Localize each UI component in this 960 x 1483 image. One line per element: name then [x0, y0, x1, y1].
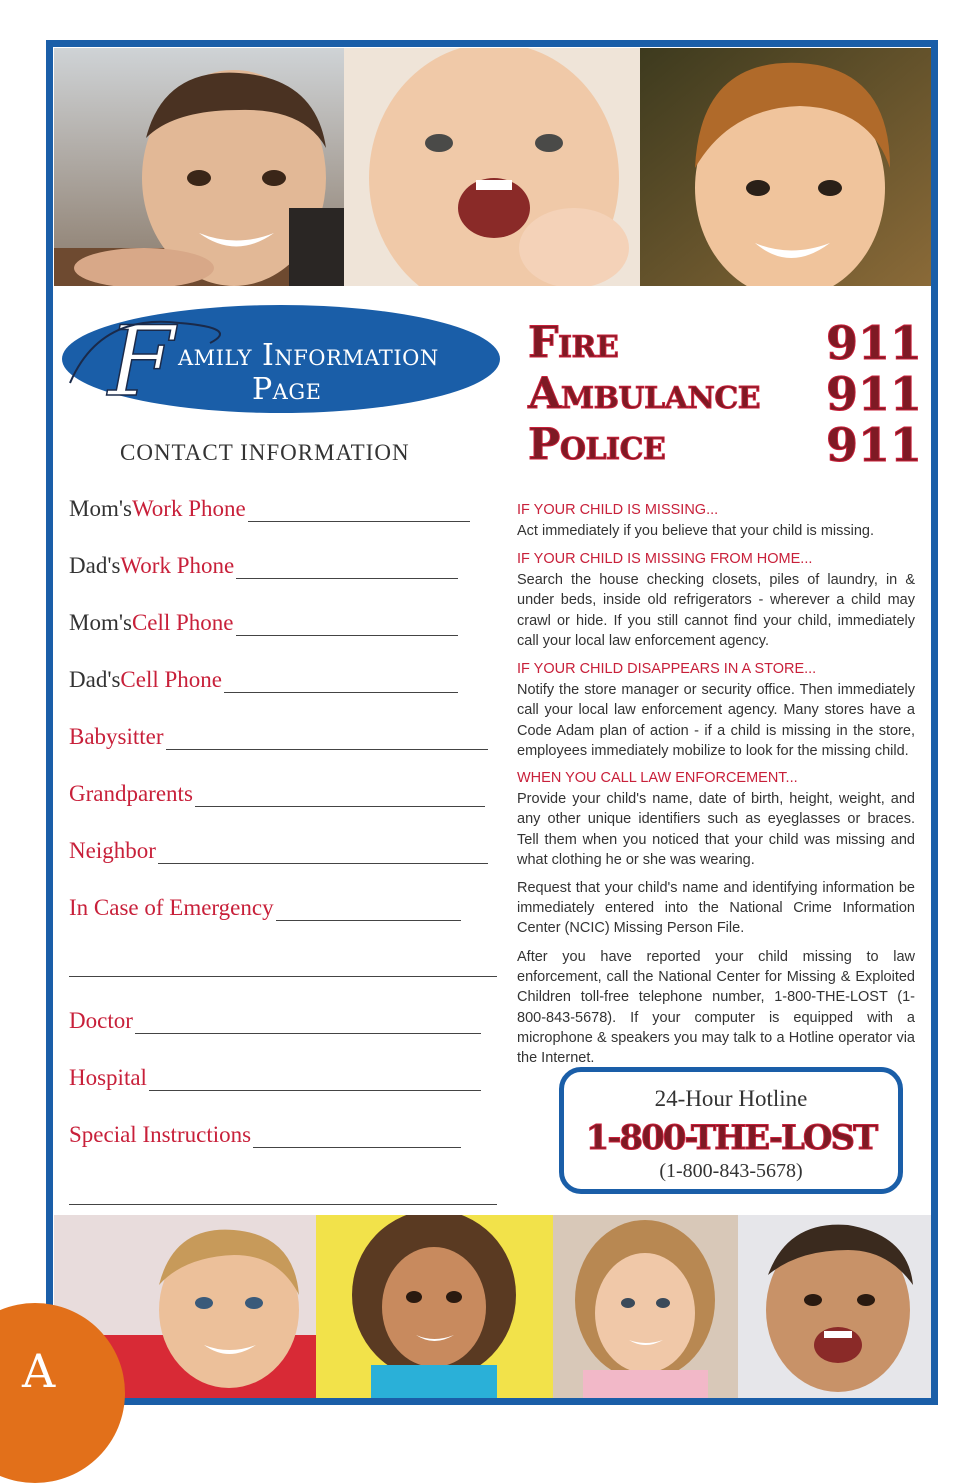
field-prefix: Dad's — [69, 667, 121, 692]
field-label: Work Phone — [131, 496, 246, 521]
field-in-case-of-emergency[interactable] — [69, 895, 461, 921]
photo-baby-laughing — [344, 48, 640, 286]
section-body: Provide your child's name, date of birth, height, weight, and any other unique identifiers such as eyeglasses or braces. Tell them when you noticed that your child was missing and what clothing he or she was wearing. — [517, 791, 915, 868]
section-heading: WHEN YOU CALL LAW ENFORCEMENT... — [517, 770, 798, 786]
field-special-instructions[interactable] — [69, 1122, 461, 1148]
field-label: Babysitter — [69, 724, 164, 749]
section-disappears-in-store — [517, 659, 915, 761]
section-missing — [517, 500, 915, 541]
field-label: Work Phone — [120, 553, 235, 578]
hotline-box — [559, 1067, 903, 1194]
field-neighbor[interactable] — [69, 838, 488, 864]
section-body: After you have reported your child missing to law enforcement, call the National Center for Missing & Exploited Children toll-free telephone number, 1-800-THE-LOST (1-800-843-5678). If your computer is equipped with a microphone & speakers you may talk to a Hotline operator via the Internet. — [517, 949, 915, 1067]
field-grandparents[interactable] — [69, 781, 485, 807]
field-label: Cell Phone — [131, 610, 234, 635]
section-ncic-request — [517, 878, 915, 939]
page-title-line2: Page — [252, 372, 322, 407]
field-label: Hospital — [69, 1065, 147, 1090]
contact-heading: CONTACT INFORMATION — [120, 440, 410, 465]
field-doctor[interactable] — [69, 1008, 481, 1034]
section-body: Notify the store manager or security office. Then immediately call your local law enforcement agency. Many stores have a Code Adam plan of action - if a child is missing in the store, employees immediately mobilize to look for the missing child. — [517, 682, 915, 759]
photo-boy-smiling — [54, 48, 344, 286]
emergency-police-number: 911 — [826, 418, 923, 472]
section-call-law-enforcement — [517, 768, 915, 870]
hotline-title: 24-Hour Hotline — [654, 1086, 808, 1111]
field-prefix: Mom's — [69, 610, 132, 635]
hotline-number[interactable]: 1-800-THE-LOST — [585, 1118, 877, 1158]
page-title-line1: amily Information — [178, 338, 439, 373]
field-hospital[interactable] — [69, 1065, 481, 1091]
blank-line-special-instructions[interactable] — [69, 1204, 497, 1205]
photo-baby-smiling — [738, 1215, 931, 1398]
field-dads-work-phone[interactable] — [69, 553, 458, 579]
hotline-alt-number[interactable]: (1-800-843-5678) — [659, 1160, 803, 1182]
emergency-fire-label: Fire — [528, 318, 619, 368]
emergency-fire-number: 911 — [826, 316, 923, 370]
emergency-ambulance-label: Ambulance — [528, 369, 761, 419]
field-dads-cell-phone[interactable] — [69, 667, 458, 693]
field-babysitter[interactable] — [69, 724, 488, 750]
svg-text:F: F — [108, 306, 175, 415]
blank-line-emergency[interactable] — [69, 976, 497, 977]
photo-girl-curly-hair — [316, 1215, 553, 1398]
emergency-ambulance-number: 911 — [826, 367, 923, 421]
page-letter: A — [22, 1344, 56, 1398]
field-label: Cell Phone — [120, 667, 223, 692]
field-moms-cell-phone[interactable] — [69, 610, 458, 636]
section-body: Search the house checking closets, piles of laundry, in & under beds, inside old refrigerators - wherever a child may crawl or hide. If you still cannot find your child, immediately call your local law enforcement agency. — [517, 572, 915, 649]
field-prefix: Mom's — [69, 496, 132, 521]
section-body: Request that your child's name and identifying information be immediately entered into the National Crime Information Center (NCIC) Missing Person File. — [517, 880, 915, 937]
section-missing-from-home — [517, 549, 915, 651]
photo-toddler-grinning — [640, 48, 931, 286]
section-heading: IF YOUR CHILD IS MISSING... — [517, 502, 719, 518]
field-label: Special Instructions — [69, 1122, 252, 1147]
field-label: Doctor — [69, 1008, 133, 1033]
section-after-reporting — [517, 947, 915, 1068]
section-heading: IF YOUR CHILD IS MISSING FROM HOME... — [517, 551, 813, 567]
field-moms-work-phone[interactable] — [69, 496, 470, 522]
field-label: Grandparents — [69, 781, 193, 806]
section-body: Act immediately if you believe that your child is missing. — [517, 523, 875, 540]
photo-girl-smiling — [553, 1215, 738, 1398]
emergency-police-label: Police — [528, 420, 666, 470]
field-label: In Case of Emergency — [69, 895, 274, 920]
field-label: Neighbor — [69, 838, 156, 863]
section-heading: IF YOUR CHILD DISAPPEARS IN A STORE... — [517, 661, 817, 677]
field-prefix: Dad's — [69, 553, 121, 578]
